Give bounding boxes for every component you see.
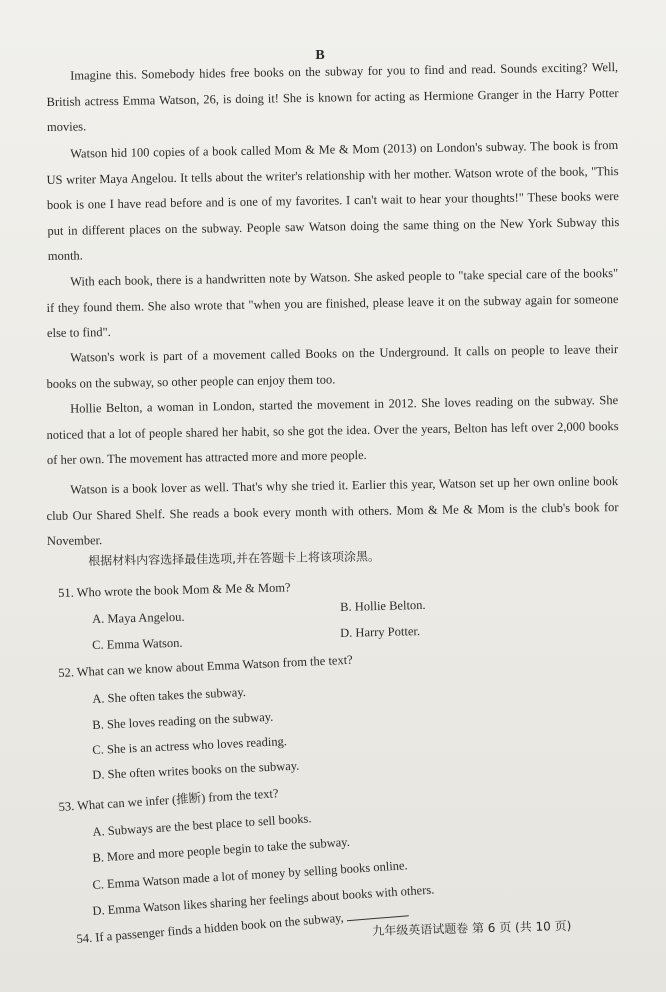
question-51-option-d: D. Harry Potter. <box>340 624 421 640</box>
question-53-option-d: D. Emma Watson likes sharing her feelings about books with others. <box>92 882 435 918</box>
passage-paragraph-1: Imagine this. Somebody hides free books on the subway for you to find and read. Sounds exciting? Well, British actress Emma Watson, 26, is doing it! She is known for acting as Hermione Granger in the Harry Potter movies. <box>46 60 619 134</box>
page-footer: 九年级英语试题卷 第 6 页 (共 10 页) <box>372 918 572 938</box>
question-51-option-a: A. Maya Angelou. <box>92 609 185 626</box>
question-53-option-c: C. Emma Watson made a lot of money by selling books online. <box>92 858 409 892</box>
passage-paragraph-3: With each book, there is a handwritten note by Watson. She asked people to "take special care of the books" if they found them. She also wrote that "when you are finished, please leave it on the subway again for someone else to find". <box>46 266 619 340</box>
question-52-option-d: D. She often writes books on the subway. <box>92 758 300 782</box>
passage-paragraph-5: Hollie Belton, a woman in London, started the movement in 2012. She loves reading on the subway. She noticed that a lot of people shared her habit, so she got the idea. Over the years, Belton has left over 2,000 books of her own. The movement has attracted more and more people. <box>46 393 619 467</box>
question-53-stem: 53. What can we infer (推断) from the text? <box>58 786 279 814</box>
question-52-stem: 52. What can we know about Emma Watson from the text? <box>58 652 353 680</box>
question-52-option-a: A. She often takes the subway. <box>92 685 247 706</box>
passage-paragraph-2: Watson hid 100 copies of a book called Mom & Me & Mom (2013) on London's subway. The book is from US writer Maya Angelou. It tells about the writer's relationship with her mother. Watson wrote of the book, "This book is one I have read before and is one of my favorites. I can't wait to hear your thoughts!" These books were put in different places on the subway. People saw Watson doing the same thing on the New York Subway this month. <box>46 138 620 263</box>
question-53-option-b: B. More and more people begin to take the subway. <box>92 834 351 865</box>
question-54-stem: 54. If a passenger finds a hidden book on the subway, <box>76 905 409 947</box>
question-52-option-c: C. She is an actress who loves reading. <box>92 734 288 757</box>
passage-paragraph-4: Watson's work is part of a movement called Books on the Underground. It calls on people to leave their books on the subway, so other people can enjoy them too. <box>46 342 619 391</box>
question-52-option-b: B. She loves reading on the subway. <box>92 709 274 732</box>
passage-paragraph-6: Watson is a book lover as well. That's why she tried it. Earlier this year, Watson set up her own online book club Our Shared Shelf. She reads a book every month with others. Mom & Me & Mom is the club's book for November. <box>46 474 619 548</box>
question-53-option-a: A. Subways are the best place to sell books. <box>92 811 312 839</box>
question-51-option-b: B. Hollie Belton. <box>340 597 426 614</box>
answer-instruction: 根据材料内容选择最佳选项,并在答题卡上将该项涂黑。 <box>88 549 381 568</box>
section-title: B <box>315 48 325 63</box>
answer-blank <box>346 905 409 921</box>
question-51-stem: 51. Who wrote the book Mom & Me & Mom? <box>58 580 291 600</box>
question-51-option-c: C. Emma Watson. <box>92 635 183 652</box>
